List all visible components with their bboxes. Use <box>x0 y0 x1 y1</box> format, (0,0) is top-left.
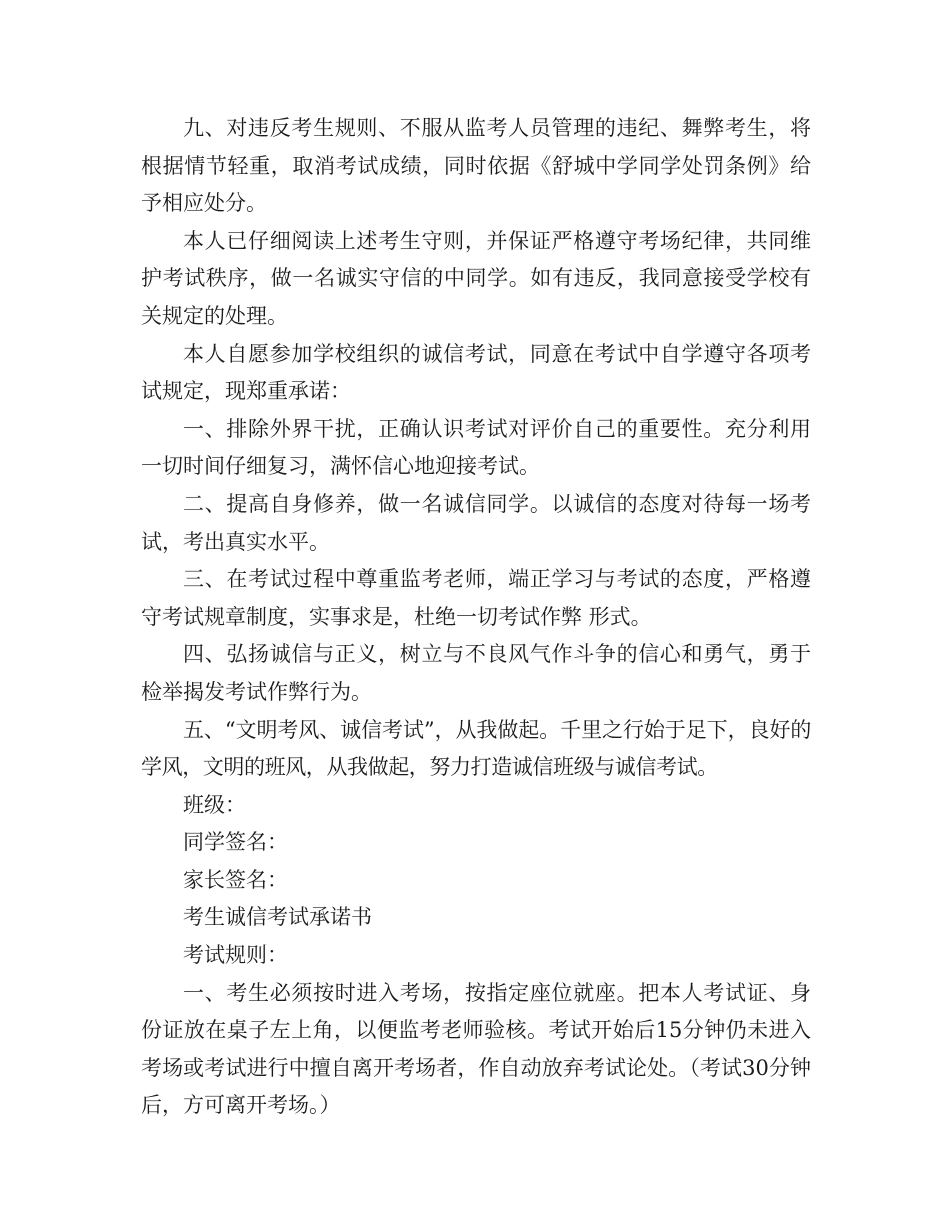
paragraph-pledge-one: 一、排除外界干扰，正确认识考试对评价自己的重要性。充分利用一切时间仔细复习，满怀信心地迎接考试。 <box>141 416 811 479</box>
section-title: 考生诚信考试承诺书 <box>183 905 372 930</box>
paragraph-declaration: 本人已仔细阅读上述考生守则，并保证严格遵守考场纪律，共同维护考试秩序，做一名诚实守信的中同学。如有违反，我同意接受学校有关规定的处理。 <box>141 228 811 328</box>
parent-signature-label: 家长签名： <box>183 867 288 892</box>
paragraph-pledge-three: 三、在考试过程中尊重监考老师，端正学习与考试的态度，严格遵守考试规章制度，实事求是，杜绝一切考试作弊 形式。 <box>141 567 811 629</box>
paragraph-voluntary-pledge: 本人自愿参加学校组织的诚信考试，同意在考试中自学遵守各项考试规定，现郑重承诺： <box>141 341 811 404</box>
exam-rules-heading: 考试规则： <box>183 943 288 968</box>
document-body <box>141 110 811 1125</box>
student-signature-label: 同学签名： <box>183 830 288 855</box>
paragraph-pledge-five: 五、“文明考风、诚信考试”，从我做起。千里之行始于足下，良好的学风，文明的班风，从我做起，努力打造诚信班级与诚信考试。 <box>141 717 811 780</box>
paragraph-pledge-two: 二、提高自身修养，做一名诚信同学。以诚信的态度对待每一场考试，考出真实水平。 <box>141 491 811 554</box>
paragraph-exam-rule-one: 一、考生必须按时进入考场，按指定座位就座。把本人考试证、身份证放在桌子左上角，以便监考老师验核。考试开始后15分钟仍未进入考场或考试进行中擅自离开考场者，作自动放弃考试论处。（考试30分钟后，方可离开考场。） <box>141 980 811 1118</box>
paragraph-pledge-four: 四、弘扬诚信与正义，树立与不良风气作斗争的信心和勇气，勇于检举揭发考试作弊行为。 <box>141 642 811 704</box>
class-field-label: 班级： <box>183 792 246 817</box>
paragraph-rule-nine: 九、对违反考生规则、不服从监考人员管理的违纪、舞弊考生，将根据情节轻重，取消考试成绩，同时依据《舒城中学同学处罚条例》给予相应处分。 <box>141 116 811 216</box>
